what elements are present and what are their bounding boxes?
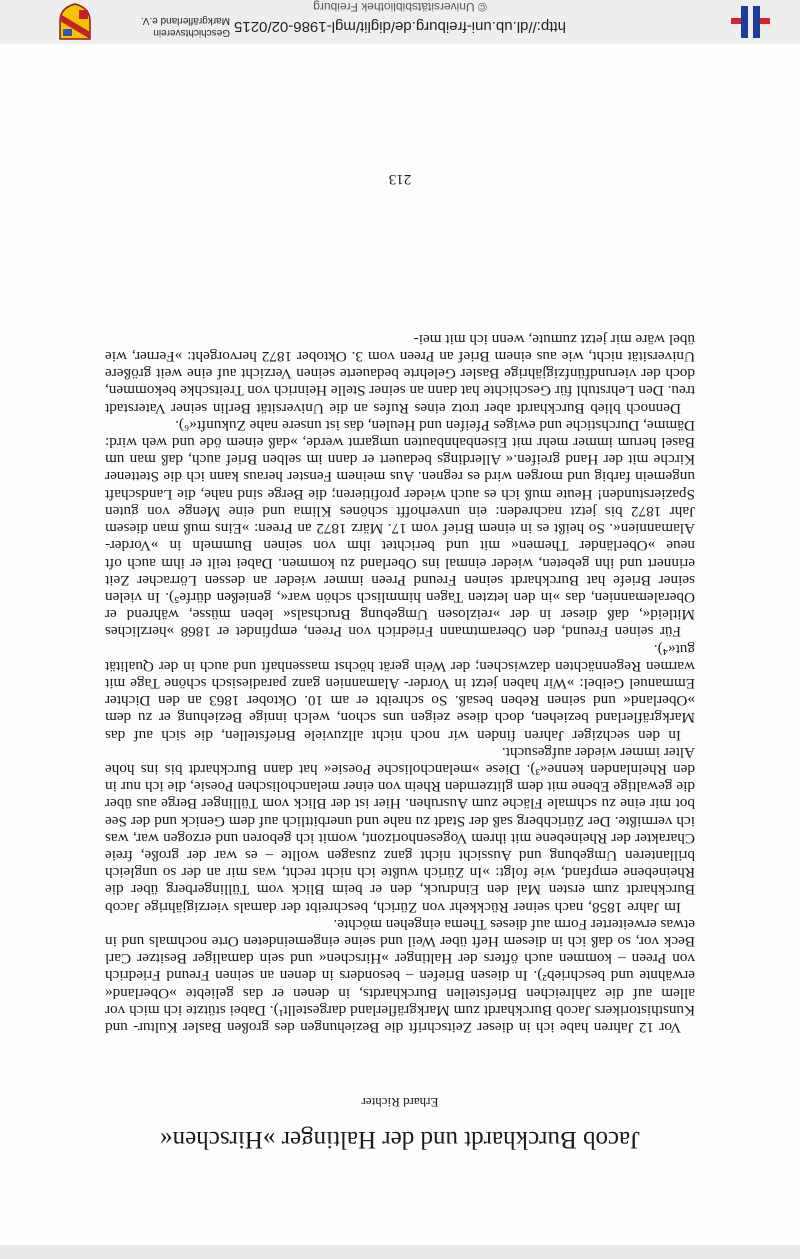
paragraph: Dennoch blieb Burckhardt aber trotz eines Rufes an die Universität Berlin seiner Vaterstadt treu. Den Lehrstuhl für Geschichte hat dann an seiner Stelle Heinrich von Treitschke bekommen, doch der vierundfünfzigjährige Basler Gelehrte bedauerte seinen Verzicht auf eine weit größere Universität nicht, wie aus einem Brief an Preen vom 3. Oktober 1872 hervorgeht: »Ferner, wie übel wäre mir jetzt zumute, wenn ich mit mei- — [105, 330, 695, 417]
document-url[interactable]: http://dl.ub.uni-freiburg.de/diglit/mgl-1986-02/0215 — [234, 18, 566, 35]
article-title: Jacob Burckhardt und der Haltinger »Hirschen« — [160, 1126, 640, 1153]
society-name — [100, 14, 230, 38]
article-author: Erhard Richter — [361, 1095, 439, 1110]
paragraph: In den sechziger Jahren finden wir noch nicht allzuviele Briefstellen, die sich auf das Markgräflerland beziehen, doch diese zeigen uns schon, welch innige Beziehung er zu dem »Oberland« und seinen Reben besaß. So schreibt er am 10. Oktober 1863 an den Dichter Emmanuel Geibel: »Wir haben jetzt in Vorder- Alamannien ganz paradiesisch schöne Tage mit warmen Regennächten dazwischen; der Wein gerät höchst massenhaft und auch in der Qualität gut«⁴). — [105, 640, 695, 744]
article-body — [105, 331, 695, 1154]
viewer-bottom-strip — [0, 1245, 800, 1259]
library-credit: © Universitätsbibliothek Freiburg — [313, 0, 487, 14]
paragraph: Für seinen Freund, den Oberamtmann Friedrich von Preen, empfindet er 1868 »herzliches Mitleid«, daß dieser in der »reizlosen Umgebung Bruchsals« leben müsse, während er Oberalemannien, das »in den letzten Tagen himmlisch schön war«, genießen dürfe⁵). In vielen seiner Briefe hat Burckhardt seinen Freund Preen immer wieder an dessen Lörracher Zeit erinnert und ihn gebeten, wieder einmal ins Oberland zu kommen. Dabei teilt er ihm auch oft neue »Oberländer Themen« mit und berichtet ihm von seinen Bummeln in »Vorder-Alamannien«. So heißt es in einem Brief vom 17. März 1872 an Preen: »Eins muß man diesem Jahr 1872 bis jetzt nachreden: ein unverhofft schönes Klima und eine Menge von guten Spazierstunden! Heute muß ich es auch wieder profitieren; die Berge sind nahe, die Landschaft ungemein farbig und morgen wird es regnen. Aus meinem Fenster heraus kann ich die Stettener Kirche mit der Hand greifen.« Allerdings bedauert er dann im selben Brief auch, daß man um Basel herum immer mehr mit Eisenbahnbauten umgarnt werde, »daß einem öde und weh wird: Dämme, Durchstiche und ewiges Pfeifen und Heulen, das ist unsere nahe Zukunft«⁶). — [105, 416, 695, 641]
article-text — [105, 331, 695, 1036]
society-line-1: Geschichtsverein — [153, 27, 230, 38]
viewer-footer-bar — [0, 0, 800, 44]
paragraph: Im Jahre 1858, nach seiner Rückkehr von Zürich, beschreibt der damals vierzigjährige Jacob Burckhardt zum ersten Mal den Eindruck, den er beim Blick vom Tüllingerberg über die Rheinebene empfand, wie folgt: »In Zürich wußte ich nicht recht, was mir an der so ungleich brillanteren Umgebung und Aussicht nicht ganz zusagen wollte – es war der große, freie Charakter der Rheinebene mit ihrem Vogesenhorizont, womit ich geboren und erzogen war, was ich vermißte. Der Zürichberg saß der Stadt zu nahe und unerbittlich auf dem Genick und der See bot mir eine zu schmale Fläche zum Ausruhen. Hier ist der Blick vom Tüllinger Berge aus über die gewaltige Ebene mit dem glitzernden Rhein von einer melancholischen Poesie, die ich nur in den Rheinlanden kenne«³). Diese »melancholische Poesie« hat dann Burckhardt bis ins hohe Alter immer wieder aufgesucht. — [105, 743, 695, 916]
page-number: 213 — [388, 171, 412, 187]
society-line-2: Markgräflerland e.V. — [140, 15, 230, 26]
markgraeflerland-crest-icon[interactable] — [58, 3, 92, 41]
paragraph: Vor 12 Jahren habe ich in dieser Zeitschrift die Beziehungen des großen Basler Kultur- und Kunsthistorikers Jacob Burckhardt zum Markgräflerland dargestellt¹). Dabei stützte ich mich vor allem auf die zahlreichen Briefstellen Burckhardts, in denen er das geliebte »Oberland« erwähnte und beschrieb²). In diesen Briefen – besonders in denen an seinen Freund Friedrich von Preen – kommen auch öfters der Haltinger »Hirschen« und sein damaliger Besitzer Carl Beck vor, so daß ich in diesem Heft über Weil und seine eingemeindeten Orte nochmals und in etwas erweiterter Form auf dieses Thema eingehen möchte. — [105, 915, 695, 1036]
